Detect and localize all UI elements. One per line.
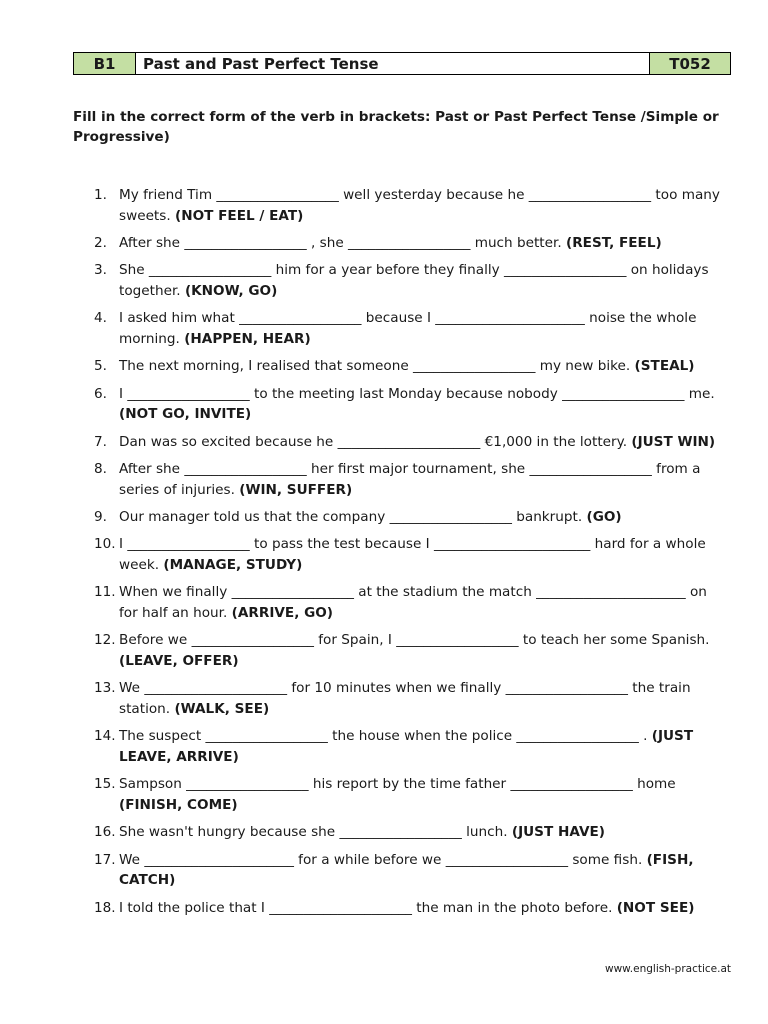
exercise-sentence: After she __________________ her first major tournament, she __________________ from a series of injuries. <box>119 461 701 498</box>
exercise-item <box>0 384 727 425</box>
verb-hint: (WIN, SUFFER) <box>239 481 353 498</box>
exercise-sentence: I told the police that I _____________________ the man in the photo before. <box>119 899 613 916</box>
exercise-number: 4. <box>94 310 107 327</box>
exercise-number: 13. <box>94 680 116 697</box>
worksheet-code: T052 <box>650 53 730 74</box>
exercise-sentence: We ______________________ for a while before we __________________ some fish. <box>119 851 643 868</box>
verb-hint: (FISH, CATCH) <box>119 851 694 889</box>
verb-hint: (FINISH, COME) <box>119 797 238 813</box>
exercise-sentence: The suspect __________________ the house when the police __________________ . <box>119 728 648 745</box>
exercise-sentence: Dan was so excited because he _____________________ €1,000 in the lottery. <box>119 433 628 450</box>
exercise-item <box>0 233 727 254</box>
exercise-number: 3. <box>94 262 107 279</box>
exercise-number: 10. <box>94 536 116 553</box>
exercise-sentence: She wasn't hungry because she __________________ lunch. <box>119 824 508 841</box>
verb-hint: (NOT SEE) <box>616 899 695 916</box>
verb-hint: (GO) <box>586 509 622 526</box>
exercise-list <box>0 185 768 925</box>
exercise-sentence: Before we __________________ for Spain, I __________________ to teach her some Spanish. <box>119 632 710 649</box>
exercise-item <box>0 822 727 843</box>
exercise-item <box>0 630 727 671</box>
exercise-item <box>0 898 727 919</box>
exercise-item <box>0 726 727 767</box>
verb-hint: (JUST HAVE) <box>511 824 605 841</box>
verb-hint: (ARRIVE, GO) <box>231 605 334 622</box>
exercise-item <box>0 774 727 815</box>
exercise-sentence: We _____________________ for 10 minutes when we finally __________________ the train station. <box>119 680 691 718</box>
level-label: B1 <box>74 53 136 74</box>
exercise-item <box>0 507 727 528</box>
exercise-item <box>0 308 727 349</box>
verb-hint: (JUST WIN) <box>631 433 716 450</box>
exercise-number: 2. <box>94 234 107 251</box>
exercise-number: 1. <box>94 187 107 203</box>
exercise-sentence: Sampson __________________ his report by the time father __________________ home <box>119 776 676 793</box>
exercise-number: 11. <box>94 584 116 601</box>
exercise-number: 8. <box>94 461 107 478</box>
exercise-sentence: After she __________________ , she __________________ much better. <box>119 234 562 251</box>
exercise-sentence: The next morning, I realised that someone __________________ my new bike. <box>119 358 631 375</box>
verb-hint: (NOT GO, INVITE) <box>119 406 252 423</box>
verb-hint: (WALK, SEE) <box>174 701 270 718</box>
exercise-sentence: Our manager told us that the company __________________ bankrupt. <box>119 509 583 526</box>
verb-hint: (NOT FEEL / EAT) <box>175 207 304 224</box>
exercise-item <box>0 850 727 891</box>
exercise-sentence: I __________________ to the meeting last Monday because nobody __________________ me. <box>119 385 715 402</box>
footer-website: www.english-practice.at <box>604 963 731 975</box>
exercise-number: 5. <box>94 358 107 375</box>
exercise-number: 14. <box>94 728 116 745</box>
worksheet-title: Past and Past Perfect Tense <box>136 53 650 74</box>
exercise-item <box>0 432 727 453</box>
verb-hint: (JUST LEAVE, ARRIVE) <box>119 728 694 766</box>
exercise-item <box>0 459 727 500</box>
exercise-sentence: I __________________ to pass the test because I _______________________ hard for a whole week. <box>119 536 706 574</box>
exercise-number: 17. <box>94 851 116 868</box>
exercise-item <box>0 678 727 719</box>
exercise-item <box>0 260 727 301</box>
exercise-number: 16. <box>94 824 116 841</box>
exercise-number: 7. <box>94 433 107 450</box>
verb-hint: (REST, FEEL) <box>565 234 662 251</box>
verb-hint: (STEAL) <box>634 358 695 375</box>
verb-hint: (HAPPEN, HEAR) <box>184 330 311 347</box>
exercise-number: 15. <box>94 776 116 793</box>
instruction-text: Fill in the correct form of the verb in brackets: Past or Past Perfect Tense /Simple or Progressive) <box>73 109 719 145</box>
exercise-number: 9. <box>94 509 107 526</box>
worksheet-header <box>73 52 731 75</box>
exercise-number: 6. <box>94 385 107 402</box>
verb-hint: (LEAVE, OFFER) <box>119 653 239 670</box>
exercise-number: 18. <box>94 899 116 916</box>
verb-hint: (MANAGE, STUDY) <box>163 557 303 574</box>
verb-hint: (KNOW, GO) <box>184 282 278 299</box>
exercise-sentence: I asked him what __________________ because I ______________________ noise the whole morning. <box>119 310 697 347</box>
exercise-sentence: My friend Tim __________________ well yesterday because he __________________ too many sweets. <box>119 187 720 224</box>
exercise-sentence: When we finally __________________ at the stadium the match ______________________ on for half an hour. <box>119 584 707 622</box>
exercise-item <box>0 582 727 623</box>
exercise-item <box>0 356 727 377</box>
exercise-number: 12. <box>94 632 116 649</box>
exercise-item <box>0 185 727 226</box>
exercise-sentence: She __________________ him for a year before they finally __________________ on holidays together. <box>119 262 709 299</box>
exercise-item <box>0 534 727 575</box>
